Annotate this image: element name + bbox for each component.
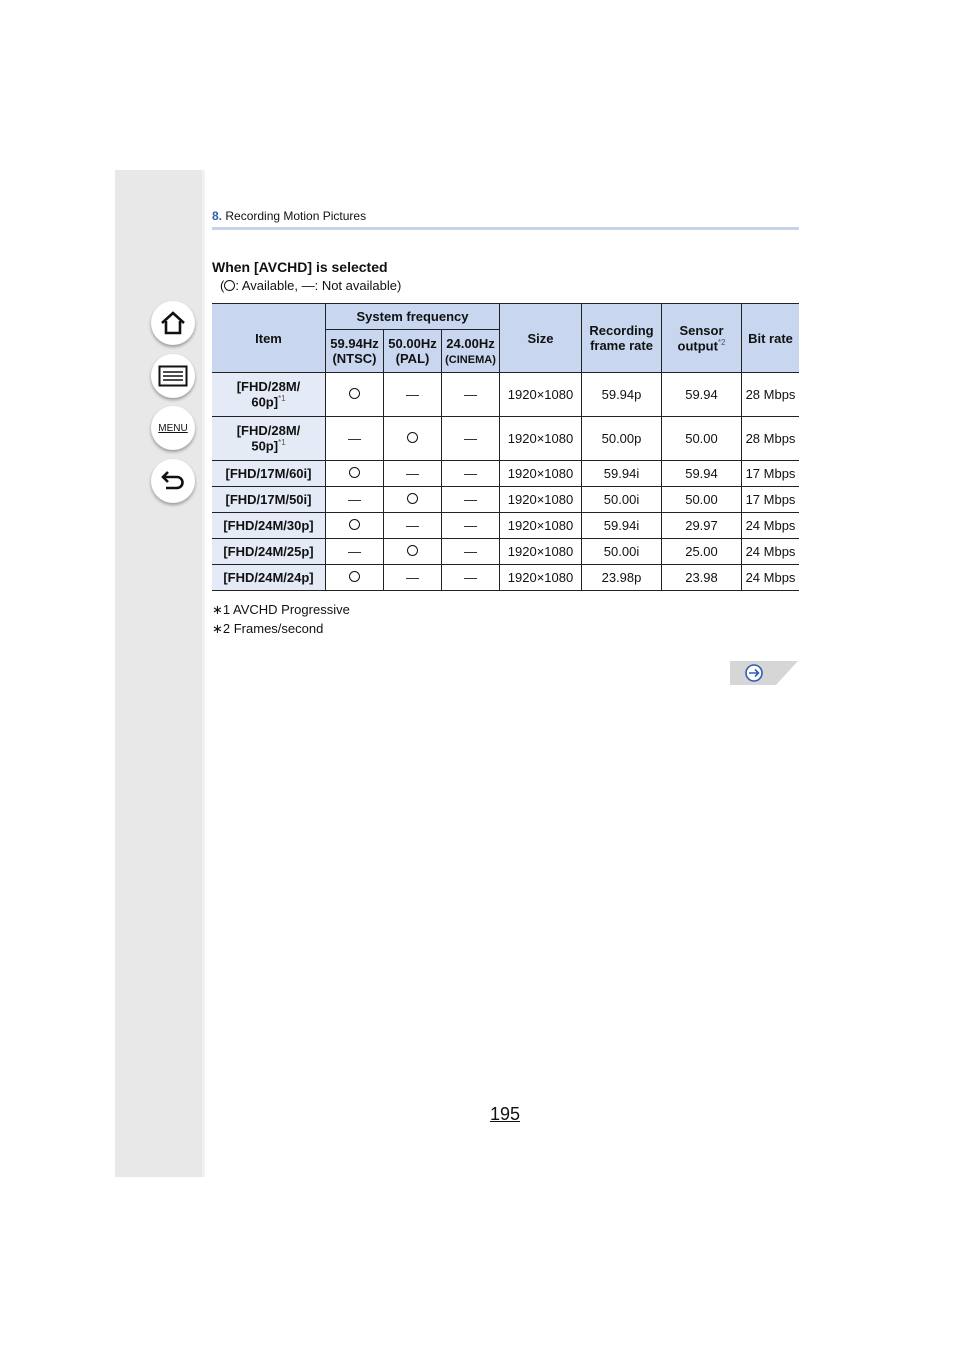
cell-sensor: 50.00 (662, 487, 742, 513)
cell-pal (384, 539, 442, 565)
table-row (212, 487, 799, 513)
cell-ntsc (326, 373, 384, 417)
cell-size: 1920×1080 (500, 565, 582, 591)
cell-pal (384, 417, 442, 461)
sensor-line2: output (677, 338, 718, 354)
cell-item (212, 565, 326, 591)
legend-prefix: ( (220, 278, 225, 293)
breadcrumb (212, 209, 366, 223)
pal-freq: 50.00Hz (388, 336, 437, 351)
col-size: Size (500, 304, 582, 373)
item-footnote-mark: *1 (278, 394, 286, 404)
cell-sensor: 59.94 (662, 461, 742, 487)
cell-ntsc: — (326, 417, 384, 461)
circle-icon (349, 571, 360, 582)
cell-item (212, 373, 326, 417)
pal-label: (PAL) (395, 351, 430, 366)
cell-cinema: — (442, 417, 500, 461)
cell-cinema: — (442, 373, 500, 417)
cell-ntsc: — (326, 539, 384, 565)
page-number: 195 (490, 1104, 521, 1124)
ntsc-freq: 59.94Hz (330, 336, 379, 351)
table-row (212, 461, 799, 487)
col-system-frequency: System frequency (326, 304, 500, 330)
cinema-label: (CINEMA) (445, 354, 496, 366)
cell-rate: 50.00i (582, 487, 662, 513)
cell-bitrate: 28 Mbps (742, 373, 800, 417)
header-rule (212, 227, 799, 230)
circle-icon (407, 493, 418, 504)
availability-legend (220, 278, 401, 293)
contents-button[interactable] (151, 354, 195, 398)
cell-bitrate: 24 Mbps (742, 513, 800, 539)
cell-bitrate: 24 Mbps (742, 565, 800, 591)
cell-ntsc (326, 565, 384, 591)
footnote-2: ∗2 Frames/second (212, 621, 324, 636)
cell-pal (384, 487, 442, 513)
rec-rate-line1: Recording (589, 323, 654, 338)
cell-pal: — (384, 373, 442, 417)
cell-bitrate: 24 Mbps (742, 539, 800, 565)
item-name: [FHD/28M/ (236, 379, 301, 395)
cell-size: 1920×1080 (500, 539, 582, 565)
footnote-1: ∗1 AVCHD Progressive (212, 602, 350, 617)
chapter-number: 8. (212, 209, 223, 223)
col-recording-frame-rate (582, 304, 662, 373)
item-name-cont: 60p] (251, 394, 279, 410)
cell-sensor: 50.00 (662, 417, 742, 461)
col-cinema (442, 330, 500, 373)
footnotes (212, 600, 350, 638)
cell-cinema: — (442, 565, 500, 591)
table-row (212, 565, 799, 591)
item-name: [FHD/17M/50i] (225, 492, 312, 507)
cell-cinema: — (442, 487, 500, 513)
table-row (212, 539, 799, 565)
item-name: [FHD/17M/60i] (225, 466, 312, 481)
cell-size: 1920×1080 (500, 417, 582, 461)
cell-item (212, 461, 326, 487)
next-page-button[interactable] (730, 661, 798, 685)
cell-bitrate: 17 Mbps (742, 461, 800, 487)
back-button[interactable] (151, 459, 195, 503)
col-ntsc (326, 330, 384, 373)
circle-icon (349, 519, 360, 530)
cell-rate: 59.94i (582, 461, 662, 487)
sidebar-edge (202, 170, 205, 1177)
chapter-title: Recording Motion Pictures (225, 209, 367, 223)
cell-ntsc (326, 461, 384, 487)
rec-rate-line2: frame rate (590, 338, 653, 353)
arrow-right-icon (746, 665, 762, 681)
cell-rate: 50.00i (582, 539, 662, 565)
circle-icon (407, 545, 418, 556)
item-name-cont: 50p] (251, 438, 279, 454)
menu-icon: MENU (158, 422, 188, 434)
col-pal (384, 330, 442, 373)
sensor-footnote-mark: *2 (717, 337, 726, 347)
cell-item (212, 539, 326, 565)
circle-icon (224, 280, 235, 291)
col-sensor-output (662, 304, 742, 373)
cell-item (212, 513, 326, 539)
cell-rate: 59.94i (582, 513, 662, 539)
cell-pal: — (384, 513, 442, 539)
sensor-line1: Sensor (679, 322, 724, 338)
menu-button[interactable] (151, 406, 195, 450)
cell-size: 1920×1080 (500, 513, 582, 539)
item-name: [FHD/28M/ (236, 423, 301, 439)
cell-cinema: — (442, 461, 500, 487)
cinema-freq: 24.00Hz (446, 336, 495, 351)
table-row (212, 417, 799, 461)
item-footnote-mark: *1 (278, 438, 286, 448)
item-name: [FHD/24M/25p] (223, 544, 314, 559)
item-name: [FHD/24M/24p] (223, 570, 314, 585)
cell-size: 1920×1080 (500, 461, 582, 487)
table-row (212, 373, 799, 417)
cell-cinema: — (442, 513, 500, 539)
cell-sensor: 25.00 (662, 539, 742, 565)
cell-sensor: 29.97 (662, 513, 742, 539)
circle-icon (349, 467, 360, 478)
cell-size: 1920×1080 (500, 373, 582, 417)
ntsc-label: (NTSC) (332, 351, 377, 366)
section-heading: When [AVCHD] is selected (212, 259, 388, 275)
cell-pal: — (384, 461, 442, 487)
item-name: [FHD/24M/30p] (223, 518, 314, 533)
cell-sensor: 59.94 (662, 373, 742, 417)
col-item: Item (212, 304, 326, 373)
legend-text: : Available, —: Not available) (235, 278, 402, 293)
cell-rate: 59.94p (582, 373, 662, 417)
cell-pal: — (384, 565, 442, 591)
cell-sensor: 23.98 (662, 565, 742, 591)
circle-icon (407, 432, 418, 443)
cell-ntsc: — (326, 487, 384, 513)
avchd-table (212, 303, 799, 591)
cell-size: 1920×1080 (500, 487, 582, 513)
list-icon (158, 365, 188, 387)
col-bit-rate: Bit rate (742, 304, 800, 373)
cell-item (212, 487, 326, 513)
cell-bitrate: 17 Mbps (742, 487, 800, 513)
circle-icon (349, 388, 360, 399)
cell-rate: 50.00p (582, 417, 662, 461)
table-row (212, 513, 799, 539)
cell-ntsc (326, 513, 384, 539)
home-button[interactable] (151, 301, 195, 345)
cell-bitrate: 28 Mbps (742, 417, 800, 461)
back-icon (159, 468, 187, 494)
cell-rate: 23.98p (582, 565, 662, 591)
home-icon (159, 310, 187, 336)
cell-cinema: — (442, 539, 500, 565)
cell-item (212, 417, 326, 461)
